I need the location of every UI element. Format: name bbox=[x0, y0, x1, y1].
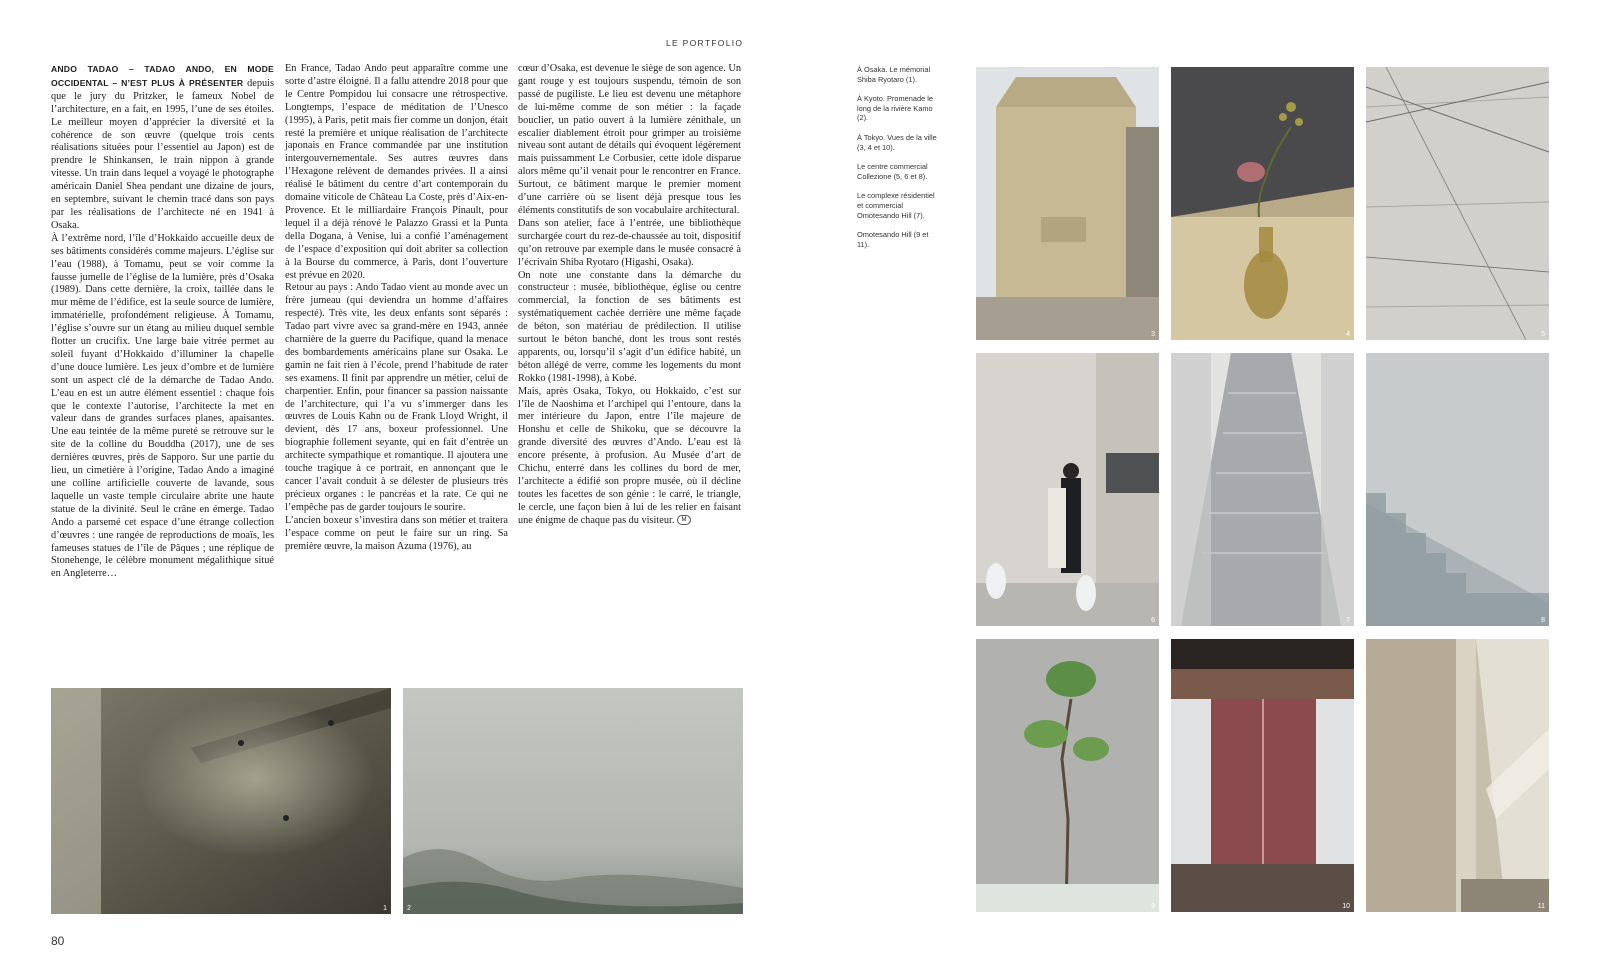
photo-concrete-wires bbox=[1366, 67, 1549, 340]
photo-rain-river bbox=[403, 688, 743, 914]
photo-number: 5 bbox=[1541, 331, 1545, 338]
photo-captions bbox=[857, 65, 937, 259]
caption: À Tokyo. Vues de la ville (3, 4 et 10). bbox=[857, 132, 937, 152]
article-paragraph bbox=[518, 386, 741, 528]
photo-column-light bbox=[1366, 639, 1549, 912]
caption: Le centre commercial Collezione (5, 6 et 8). bbox=[857, 162, 928, 181]
photo-number: 9 bbox=[1151, 903, 1155, 910]
photo-number: 4 bbox=[1346, 331, 1350, 338]
end-mark-icon: M bbox=[677, 515, 691, 525]
article-paragraph: En France, Tadao Ando peut apparaître comme une sorte d’astre éloigné. Il a fallu attendre 2018 pour que le Centre Pompidou lui consacre une rétrospective. Longtemps, l’espace de méditation de l’Unesco (1995), à Paris, petit mais fier comme un donjon, était resté la première et unique réalisation de l’architecte japonais en France commandée par une institution intergouvernementale. Ses autres œuvres dans l’Hexagone relèvent de demandes privées. Il a ainsi réalisé le bâtiment du centre d’art contemporain du domaine viticole de Château La Coste, près d’Aix-en-Provence. Et le milliardaire François Pinault, pour lequel il a déjà rénové le Palazzo Grassi et la Punta della Dogana, à Venise, lui a confié l’aménagement de l’espace d’exposition qui doit abriter sa collection à la Bourse du commerce, à Paris, dont l’ouverture est prévue en 2020. bbox=[285, 63, 508, 281]
photo-stairway bbox=[1171, 353, 1354, 626]
page-number: 80 bbox=[51, 934, 65, 948]
photo-number: 8 bbox=[1541, 617, 1545, 624]
photo-number: 1 bbox=[383, 905, 387, 912]
photo-number: 2 bbox=[407, 905, 411, 912]
photo-red-door bbox=[1171, 639, 1354, 912]
article-column-1 bbox=[51, 63, 274, 581]
article-paragraph: cœur d’Osaka, est devenue le siège de son agence. Un gant rouge y est toujours suspendu, témoin de son passé de pugiliste. Le lieu est devenu une métaphore de lui-même comme de son métier : la façade bouclier, un patio ouvert à la lumière zénithale, un escalier diablement étroit pour grimper au troisième niveau sont autant de détails qui évoquent légèrement mais puissamment Le Corbusier, cette idole disparue alors même qu’il venait pour le rencontrer en France. Surtout, ce bâtiment marque le premier moment d’une carrière où se lisent déjà presque tous les éléments constitutifs de son vocabulaire architectural. bbox=[518, 63, 741, 216]
photo-orchid-vase bbox=[1171, 67, 1354, 340]
article-paragraph: À l’extrême nord, l’île d’Hokkaido accueille deux de ses bâtiments considérés comme majeurs. L’église sur l’eau (1988), à Tomamu, peut se voir comme la fausse jumelle de l’église de la lumière, près d’Osaka (1989). Dans cette dernière, la croix, taillée dans le mur même de l’édifice, est la seule source de lumière, immatérielle, profondément religieuse. À Tomamu, l’église s’ouvre sur un étang au milieu duquel semble flotter un crucifix. Une large baie vitrée permet au soleil fuyant d’Hokkaido d’illuminer la chapelle d’une douce lumière. Les jeux d’ombre et de lumière sont un aspect clé de la démarche de Tadao Ando. L’eau en est un autre élément essentiel : chaque fois que le contexte l’autorise, l’architecte la met en valeur dans de grandes surfaces planes, apaisantes. Une eau teintée de la même pureté se retrouve sur le site de la colline du Bouddha (2017), une de ses dernières œuvres, près de Sapporo. Sur une partie du lieu, un cimetière à l’origine, Tadao Ando a imaginé une colline artificielle couverte de lavande, sous laquelle un vaste temple circulaire abrite une haute statue de la divinité. Seul le crâne en émerge. Tadao Ando a parsemé cet espace d’une étrange collection d’œuvres : une rangée de reproductions de moaïs, les fameuses statues de l’île de Pâques ; une réplique de Stonehenge, le célèbre monument mégalithique situé en Angleterre… bbox=[51, 232, 274, 580]
photo-concrete-steps bbox=[1366, 353, 1549, 626]
caption: À Osaka. Le mémorial Shiba Ryotaro (1). bbox=[857, 65, 931, 84]
photo-number: 3 bbox=[1151, 331, 1155, 338]
caption: Omotesando Hill (9 et 11). bbox=[857, 230, 929, 249]
photo-building-facade bbox=[976, 67, 1159, 340]
caption: Le complexe résidentiel et commercial Omotesando Hill (7). bbox=[857, 191, 935, 220]
photo-tree-wall bbox=[976, 639, 1159, 912]
photo-number: 6 bbox=[1151, 617, 1155, 624]
article-lead: ANDO TADAO – TADAO ANDO, EN MODE OCCIDENTAL – N’EST PLUS À PRÉSENTER bbox=[51, 64, 274, 88]
section-header: LE PORTFOLIO bbox=[666, 38, 744, 48]
article-column-3 bbox=[518, 63, 741, 528]
article-paragraph: Retour au pays : Ando Tadao vient au monde avec un frère jumeau (qui deviendra un homme d’affaires respecté). Très vite, les deux enfants sont séparés : Tadao part vivre avec sa grand-mère en 1943, année charnière de la guerre du Pacifique, quand la menace des bombardements américains plane sur Osaka. Le gamin ne fait rien à l’école, prend l’habitude de rater ses examens. Il finit par apprendre un métier, celui de charpentier. Enfin, pour financer sa passion naissante de l’architecture, qui l’a vu s’immerger dans les œuvres de Louis Kahn ou de Frank Lloyd Wright, il devient, dès 17 ans, boxeur professionnel. Une biographie follement seyante, qui en fait d’entrée un architecte sympathique et romantique. Il ajoutera une touche tragique à ce portrait, en annonçant que le cancer l’avait conduit à se délester de plusieurs très précieux organes : le pancréas et la rate. Ce qui ne l’empêche pas de garder toujours le sourire. bbox=[285, 282, 508, 513]
article-paragraph: L’ancien boxeur s’investira dans son métier et traitera l’espace comme on peut le faire sur un ring. Sa première œuvre, la maison Azuma (1976), au bbox=[285, 514, 508, 552]
photo-number: 7 bbox=[1346, 617, 1350, 624]
photo-couple-wall bbox=[976, 353, 1159, 626]
caption: À Kyoto. Promenade le long de la rivière Kamo (2). bbox=[857, 94, 934, 123]
article-last-text: Mais, après Osaka, Tokyo, ou Hokkaido, c’est sur l’île de Naoshima et l’archipel qui l’entoure, dans la mer intérieure du Japon, entre l’île majeure de Honshu et celle de Shikoku, que se découvre la grande diversité des œuvres d’Ando. L’eau est là encore présente, à profusion. Au Musée d’art de Chichu, enterré dans les collines du bord de mer, l’architecte a édifié son propre musée, où il décline toutes les facettes de son génie : le carré, le triangle, le cercle, une façon bien à lui de les relier en faisant une énigme de chaque pas du visiteur. bbox=[518, 385, 741, 526]
photo-number: 11 bbox=[1537, 903, 1545, 910]
photo-number: 10 bbox=[1342, 903, 1350, 910]
article-column-2 bbox=[285, 63, 508, 553]
article-paragraph bbox=[51, 63, 274, 233]
article-paragraph: Dans son atelier, face à l’entrée, une bibliothèque surchargée court du rez-de-chaussée au toit, dispositif qu’on retrouve par exemple dans le musée consacré à l’écrivain Shiba Ryotaro (Higashi, Osaka). bbox=[518, 217, 741, 268]
article-lead-rest: depuis que le jury du Pritzker, le fameux Nobel de l’architecture, en a fait, en 1995, l’une de ses étoiles. Le meilleur moyen d’apprécier la diversité et la cohérence de son œuvre (quelque trois cents réalisations situées pour l’essentiel au Japon) est de prendre le Shinkansen, le train nippon à grande vitesse. Un train dans lequel a voyagé le photographe américain Daniel Shea pendant une dizaine de jours, en septembre, suivant le chemin tracé dans son pays par les réalisations de l’architecte né en 1941 à Osaka. bbox=[51, 77, 274, 231]
article-paragraph: On note une constante dans la démarche du constructeur : musée, bibliothèque, église ou centre commercial, la fonction de ses bâtiments est systématiquement cachée derrière une même façade de béton, son matériau de prédilection. Il utilise surtout le béton banché, dont les trous sont restés apparents, ou, lorsqu’il s’agit d’un édifice habité, un béton allégé de verre, comme les logements du mont Rokko (1981-1998), à Kobé. bbox=[518, 269, 741, 384]
photo-concrete-shadow bbox=[51, 688, 391, 914]
